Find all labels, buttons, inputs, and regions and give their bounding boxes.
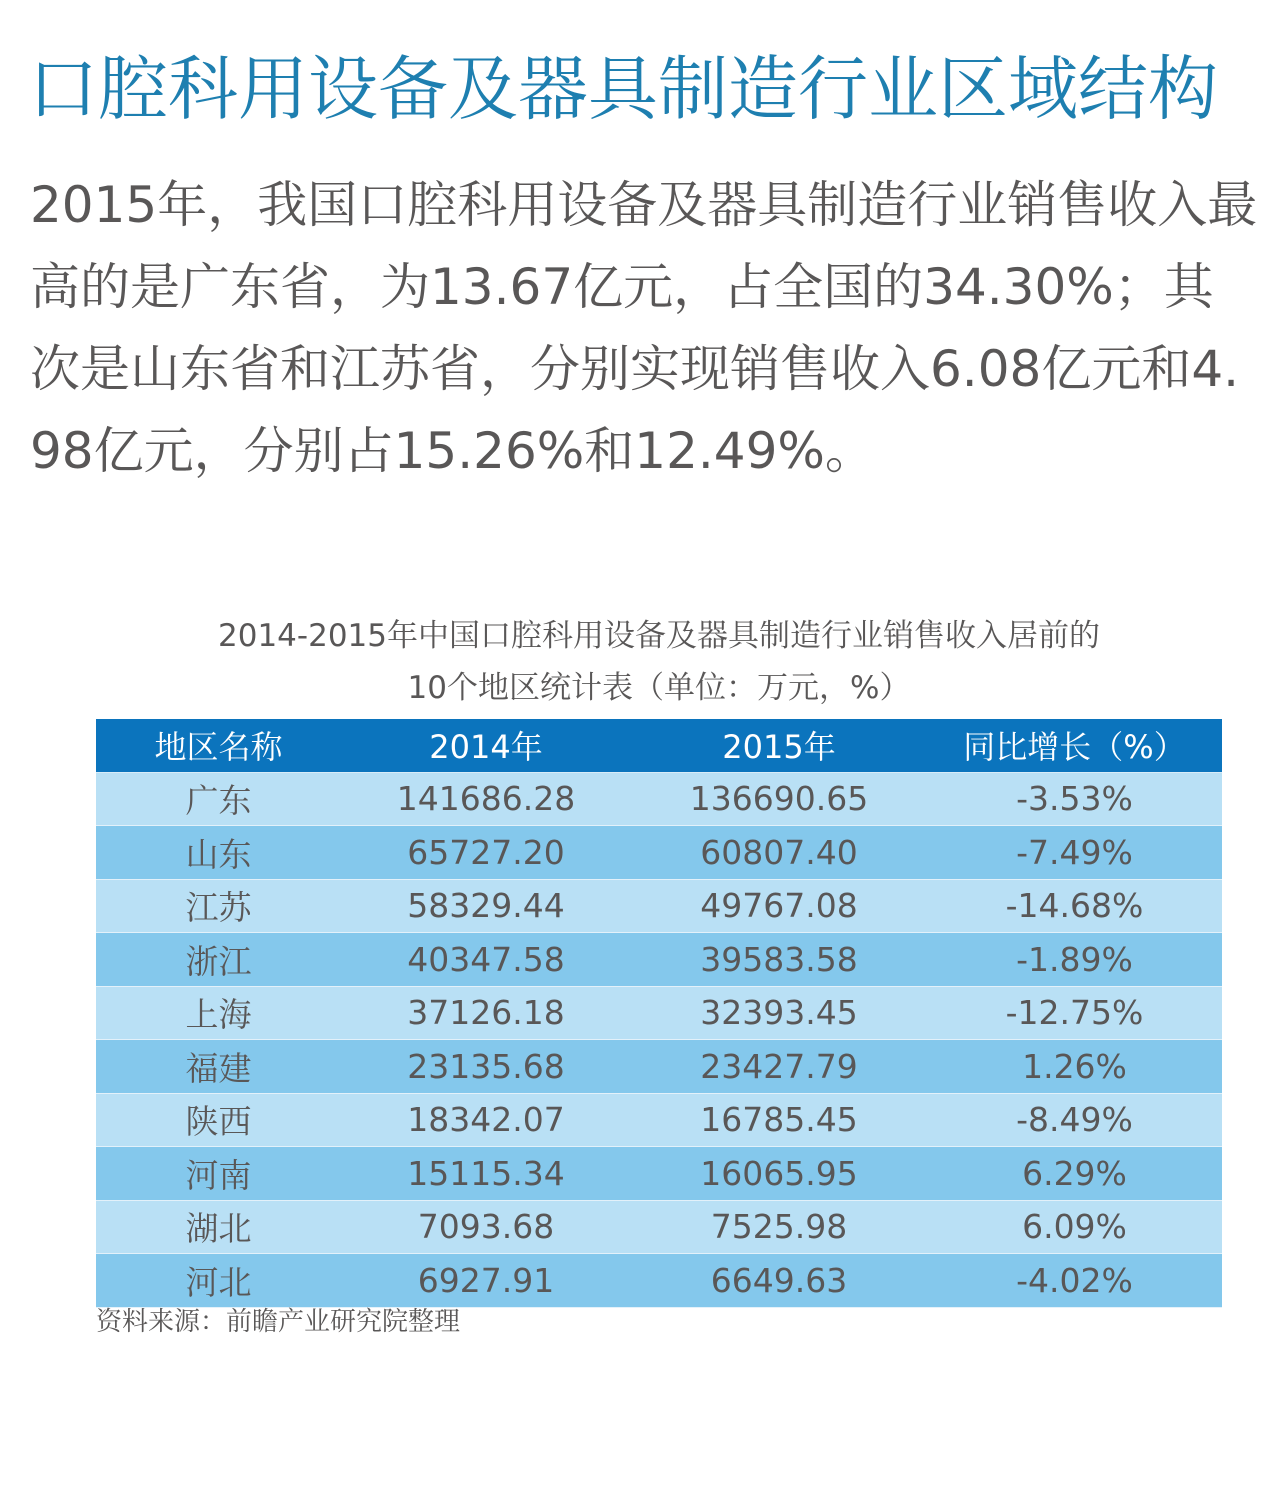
- cell-region: 广东: [96, 773, 341, 827]
- table-row: [96, 826, 1222, 880]
- cell-2014: 7093.68: [341, 1201, 631, 1255]
- cell-growth: 6.09%: [927, 1201, 1222, 1255]
- cell-growth: -14.68%: [927, 880, 1222, 934]
- table-row: [96, 1254, 1222, 1308]
- cell-growth: -1.89%: [927, 933, 1222, 987]
- cell-region: 福建: [96, 1040, 341, 1094]
- table-row: [96, 1201, 1222, 1255]
- cell-growth: -8.49%: [927, 1094, 1222, 1148]
- cell-2014: 65727.20: [341, 826, 631, 880]
- data-source-note: 资料来源：前瞻产业研究院整理: [96, 1307, 461, 1337]
- table-caption: [96, 610, 1222, 714]
- cell-growth: 1.26%: [927, 1040, 1222, 1094]
- cell-growth: -12.75%: [927, 987, 1222, 1041]
- table-row: [96, 1094, 1222, 1148]
- table-caption-line-1: 2014-2015年中国口腔科用设备及器具制造行业销售收入居前的: [218, 618, 1100, 654]
- header-growth: 同比增长（%）: [927, 719, 1222, 773]
- cell-2014: 18342.07: [341, 1094, 631, 1148]
- table-row: [96, 987, 1222, 1041]
- cell-2014: 58329.44: [341, 880, 631, 934]
- page-title: 口腔科用设备及器具制造行业区域结构: [28, 48, 1218, 130]
- cell-growth: -4.02%: [927, 1254, 1222, 1308]
- sales-revenue-table: [96, 719, 1222, 1308]
- cell-region: 河南: [96, 1147, 341, 1201]
- cell-2015: 16785.45: [631, 1094, 927, 1148]
- cell-2015: 49767.08: [631, 880, 927, 934]
- header-region: 地区名称: [96, 719, 341, 773]
- cell-2015: 23427.79: [631, 1040, 927, 1094]
- intro-paragraph: 2015年，我国口腔科用设备及器具制造行业销售收入最高的是广东省，为13.67亿元，占全国的34.30%；其次是山东省和江苏省，分别实现销售收入6.08亿元和4.98亿元，分别占15.26%和12.49%。: [30, 176, 1258, 480]
- cell-2015: 6649.63: [631, 1254, 927, 1308]
- table-caption-line-2: 10个地区统计表（单位：万元，%）: [407, 670, 911, 706]
- cell-region: 浙江: [96, 933, 341, 987]
- cell-region: 上海: [96, 987, 341, 1041]
- cell-2014: 23135.68: [341, 1040, 631, 1094]
- table-row: [96, 773, 1222, 827]
- cell-region: 江苏: [96, 880, 341, 934]
- cell-2015: 60807.40: [631, 826, 927, 880]
- table-header-row: [96, 719, 1222, 773]
- cell-growth: -3.53%: [927, 773, 1222, 827]
- table-row: [96, 1147, 1222, 1201]
- cell-2014: 15115.34: [341, 1147, 631, 1201]
- cell-region: 山东: [96, 826, 341, 880]
- cell-2015: 7525.98: [631, 1201, 927, 1255]
- cell-2014: 40347.58: [341, 933, 631, 987]
- cell-region: 河北: [96, 1254, 341, 1308]
- table-row: [96, 1040, 1222, 1094]
- cell-region: 湖北: [96, 1201, 341, 1255]
- table-row: [96, 880, 1222, 934]
- table-row: [96, 933, 1222, 987]
- cell-2015: 39583.58: [631, 933, 927, 987]
- cell-2014: 141686.28: [341, 773, 631, 827]
- cell-2014: 37126.18: [341, 987, 631, 1041]
- header-2014: 2014年: [341, 719, 631, 773]
- cell-growth: -7.49%: [927, 826, 1222, 880]
- cell-2015: 16065.95: [631, 1147, 927, 1201]
- cell-2015: 32393.45: [631, 987, 927, 1041]
- header-2015: 2015年: [631, 719, 927, 773]
- cell-region: 陕西: [96, 1094, 341, 1148]
- cell-2015: 136690.65: [631, 773, 927, 827]
- cell-growth: 6.29%: [927, 1147, 1222, 1201]
- cell-2014: 6927.91: [341, 1254, 631, 1308]
